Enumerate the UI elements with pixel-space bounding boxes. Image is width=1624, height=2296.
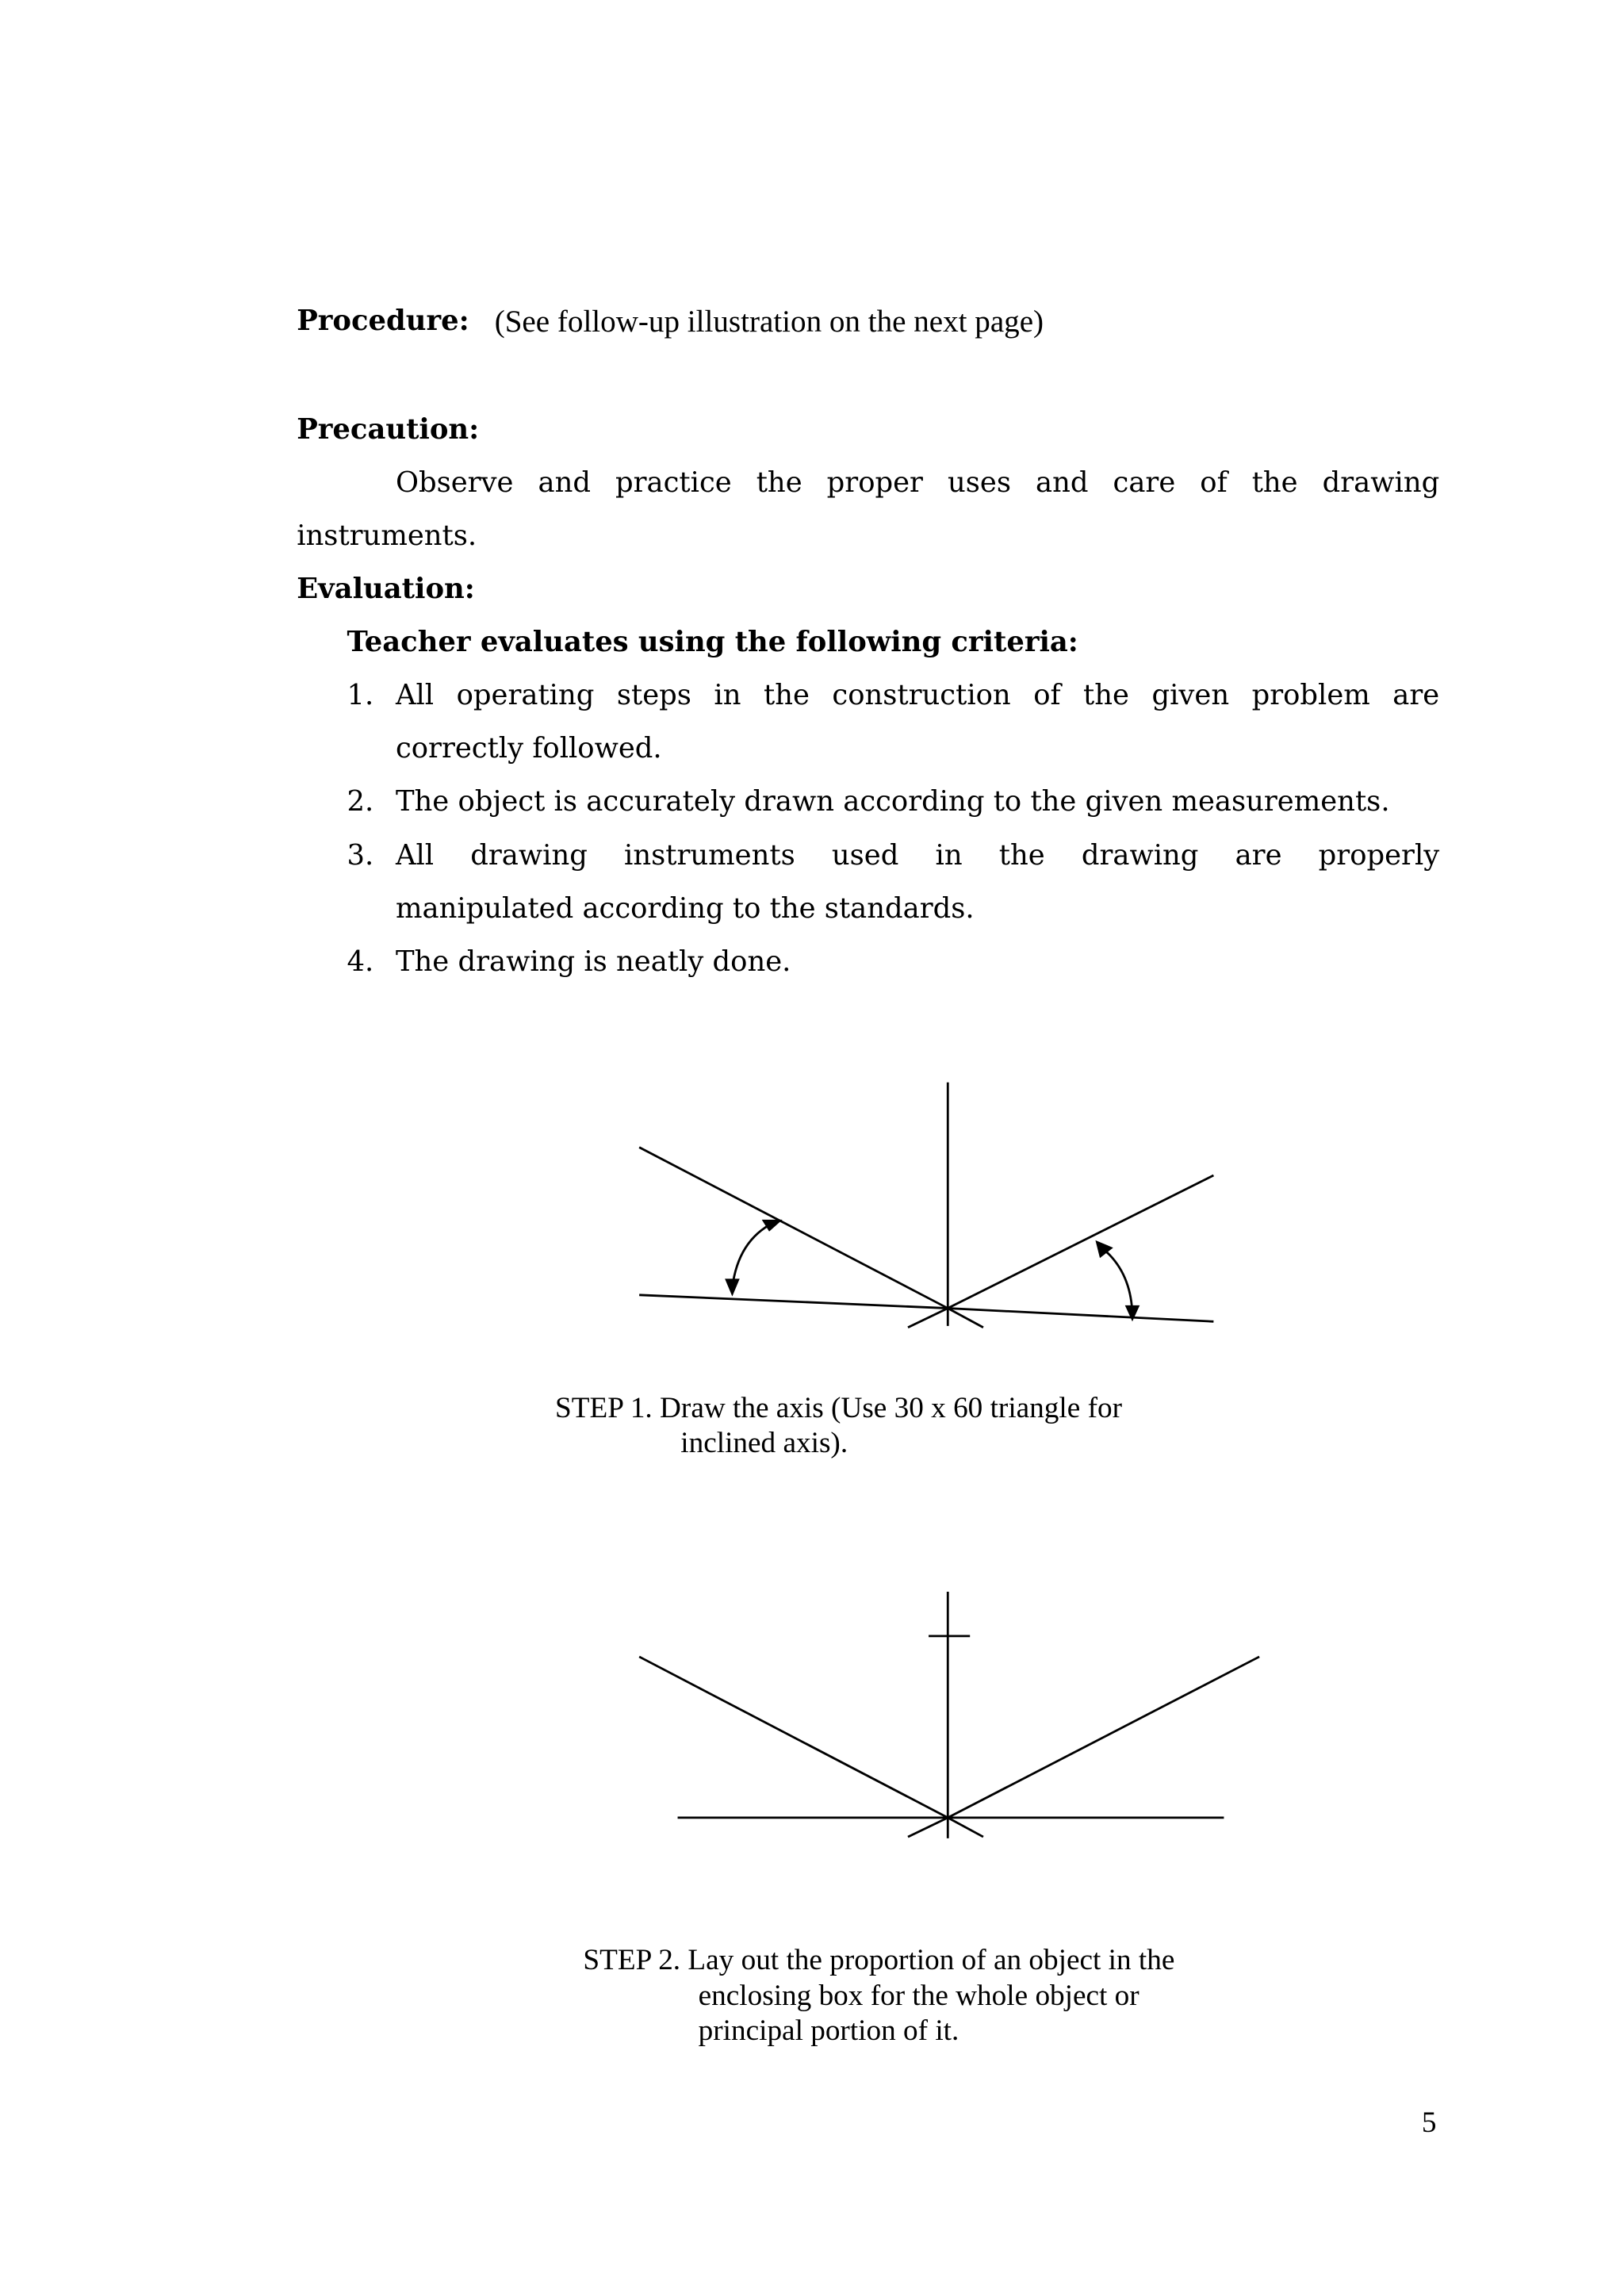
step1-left-arrowhead-bottom: [725, 1278, 740, 1296]
criteria-item-2-line1: The object is accurately drawn according to the given measurements.: [395, 785, 1390, 818]
step1-baseline-left: [639, 1295, 948, 1309]
step2-center-stub-left: [908, 1818, 948, 1837]
step1-right-angle-arc: [1100, 1246, 1132, 1314]
criteria-item-1-line2: correctly followed.: [395, 732, 662, 765]
criteria-number-2: 2.: [347, 785, 374, 818]
procedure-text: (See follow-up illustration on the next page): [494, 305, 1044, 339]
criteria-item-4-line1: The drawing is neatly done.: [395, 945, 791, 978]
procedure-label: Procedure:: [297, 304, 469, 337]
step2-axis-figure: [639, 1592, 1259, 1838]
step2-caption-line2: enclosing box for the whole object or: [698, 1979, 1139, 2012]
criteria-number-3: 3.: [347, 838, 374, 872]
step1-center-stub-left: [908, 1309, 948, 1328]
step1-left-inclined-axis: [639, 1148, 948, 1309]
precaution-text-line1: Observe and practice the proper uses and care of the drawing: [395, 466, 1440, 500]
step2-caption-line3: principal portion of it.: [698, 2014, 959, 2048]
step1-left-arrowhead-top: [762, 1220, 783, 1232]
step1-right-arrowhead-bottom: [1125, 1305, 1140, 1321]
criteria-item-1-line1: All operating steps in the construction of the given problem are: [395, 679, 1440, 712]
precaution-text-line2: instruments.: [297, 519, 477, 553]
step2-center-stub-right: [948, 1818, 983, 1837]
step1-caption-line1: STEP 1. Draw the axis (Use 30 x 60 triangle for: [555, 1391, 1122, 1424]
step1-left-angle-arc: [732, 1223, 773, 1288]
criteria-item-3-line1: All drawing instruments used in the drawing are properly: [395, 838, 1440, 872]
criteria-number-1: 1.: [347, 679, 374, 712]
step2-left-inclined-axis: [639, 1657, 948, 1818]
criteria-item-3-line2: manipulated according to the standards.: [395, 891, 975, 925]
step1-baseline-right: [948, 1309, 1213, 1322]
step1-right-inclined-axis: [948, 1175, 1213, 1309]
evaluation-intro: Teacher evaluates using the following criteria:: [347, 626, 1078, 659]
step1-center-stub-right: [948, 1309, 983, 1328]
evaluation-label: Evaluation:: [297, 573, 475, 606]
step2-caption-line1: STEP 2. Lay out the proportion of an object in the: [583, 1944, 1175, 1977]
precaution-label: Precaution:: [297, 413, 480, 447]
criteria-number-4: 4.: [347, 945, 374, 978]
step2-right-inclined-axis: [948, 1657, 1259, 1818]
page-number: 5: [1421, 2106, 1437, 2139]
step1-caption-line2: inclined axis).: [680, 1427, 848, 1460]
step1-axis-figure: [639, 1083, 1213, 1328]
